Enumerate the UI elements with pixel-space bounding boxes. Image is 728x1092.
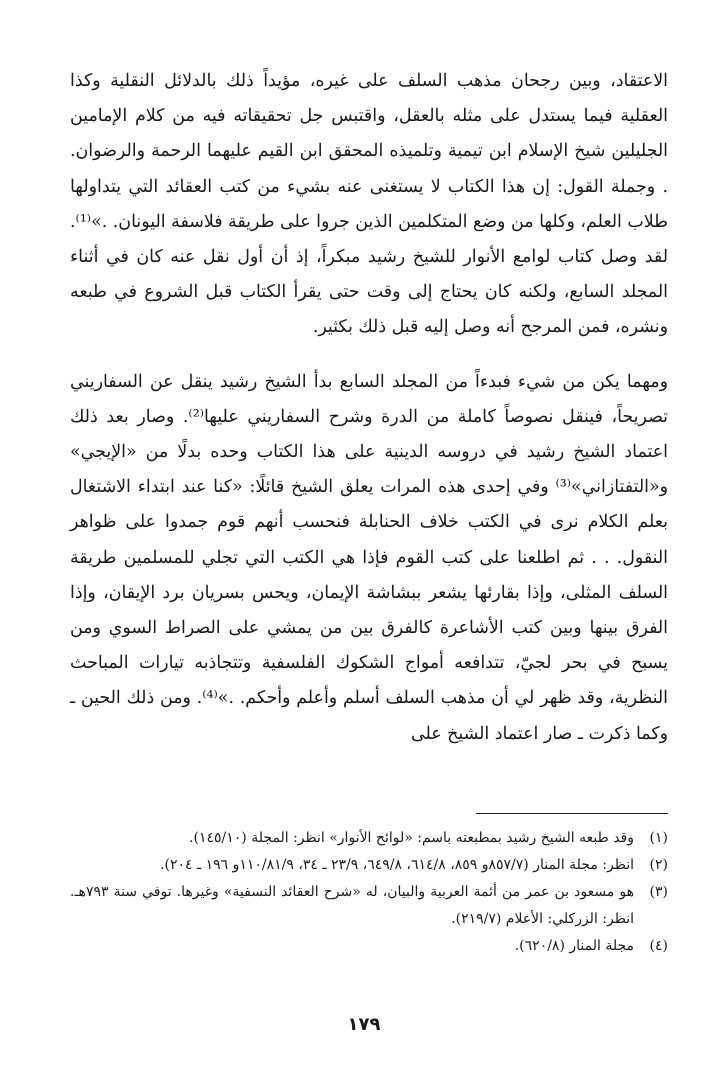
main-text — [70, 64, 668, 752]
page-number: ١٧٩ — [347, 1014, 381, 1035]
footnote-text: وقد طبعه الشيخ رشيد بمطبعته باسم: «لوائح الأنوار» انظر: المجلة (١٤٥/١٠). — [189, 830, 634, 846]
footnote-text: انظر: مجلة المنار (٨٥٧/٧و ٨٥٩، ٦١٤/٨، ٦٤٩/٨، ٢٣/٩ ـ ٣٤، ١١٠/٨١/٩و ١٩٦ ـ ٢٠٤). — [160, 857, 634, 873]
footnote — [70, 825, 668, 852]
footnote — [70, 852, 668, 879]
body-paragraph: الاعتقاد، وبين رجحان مذهب السلف على غيره، مؤيداً ذلك بالدلائل النقلية وكذا العقلية فيما يستدل على مثله بالعقل، واقتبس جل تحقيقاته فيه من كلام الإمامين الجليلين شيخ الإسلام ابن تيمية وتلميذه المحقق ابن القيم عليهما الرحمة والرضوان. . وجملة القول: إن هذا الكتاب لا يستغنى عنه بشيء من كتب العقائد التي يتداولها طلاب العلم، وكلها من وضع المتكلمين الذين جروا على طريقة فلاسفة اليونان. .»⁽¹⁾. لقد وصل كتاب لوامع الأنوار للشيخ رشيد مبكراً، إذ أن أول نقل عنه كان في أثناء المجلد السابع، ولكنه كان يحتاج إلى وقت حتى يقرأ الكتاب قبل الشروع في طبعه ونشره، فمن المرجح أنه وصل إليه قبل ذلك بكثير. — [70, 71, 669, 338]
footnote-number: (٣) — [649, 884, 668, 900]
footnote-number: (١) — [649, 830, 668, 846]
body-paragraph: ومهما يكن من شيء فبدءاً من المجلد السابع بدأ الشيخ رشيد ينقل عن السفاريني تصريحاً، فينقل نصوصاً كاملة من الدرة وشرح السفاريني عليها⁽²⁾. وصار بعد ذلك اعتماد الشيخ رشيد في دروسه الدينية على هذا الكتاب وحده بدلًا من «الإيجي» و«التفتازاني»⁽³⁾ وفي إحدى هذه المرات يعلق الشيخ قائلًا: «كنا عند ابتداء الاشتغال بعلم الكلام نرى في الكتب خلاف الحنابلة فنحسب أنهم قوم جمدوا على ظواهر النقول. . . ثم اطلعنا على كتب القوم فإذا هي الكتب التي تجلي للمسلمين طريقة السلف المثلى، وإذا بقارئها يشعر ببشاشة الإيمان، ويحس بسريان برد الإيقان، وإذا الفرق بينها وبين كتب الأشاعرة كالفرق بين من يمشي على الصراط السوي ومن يسبح في بحر لجيّ، تتدافعه أمواج الشكوك الفلسفية وتتجاذبه تيارات المباحث النظرية، وقد ظهر لي أن مذهب السلف أسلم وأعلم وأحكم. .»⁽⁴⁾. ومن ذلك الحين ـ وكما ذكرت ـ صار اعتماد الشيخ على — [70, 371, 668, 744]
footnote-text: هو مسعود بن عمر من أئمة العربية والبيان، له «شرح العقائد النسفية» وغيرها. توفي سنة ٧٩٣هـ. انظر: الزركلي: الأعلام (٢١٩/٧). — [70, 884, 634, 927]
footnote-separator — [476, 813, 668, 814]
footnote — [70, 933, 668, 960]
footnote-number: (٤) — [649, 938, 668, 954]
footnote-text: مجلة المنار (٦٢٠/٨). — [514, 938, 634, 954]
footnotes — [70, 825, 668, 960]
footnote-number: (٢) — [649, 857, 668, 873]
footnote — [70, 879, 668, 933]
